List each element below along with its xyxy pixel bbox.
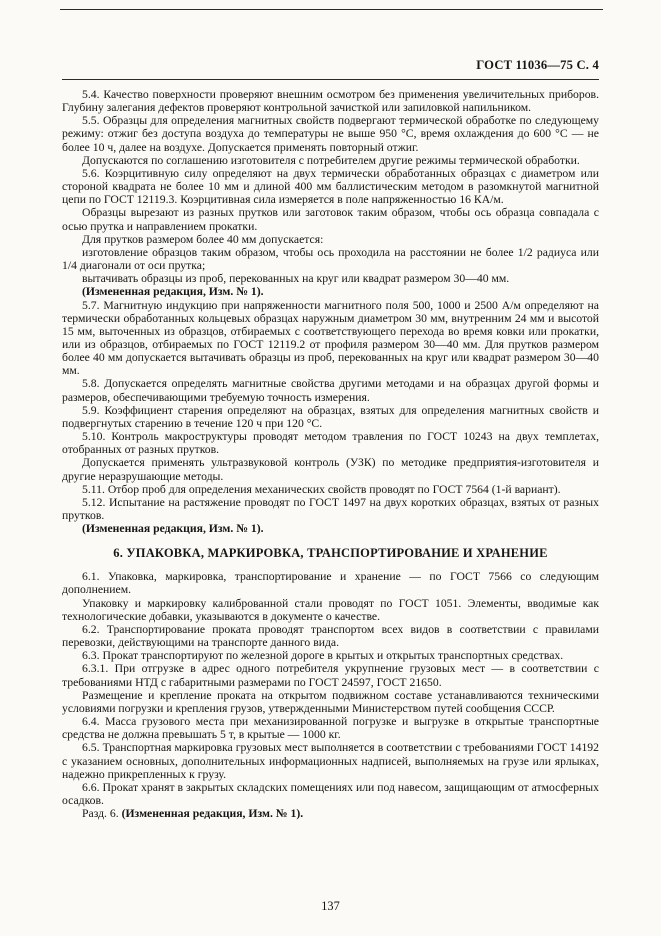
- text-run: 6.1. Упаковка, маркировка, транспортирование и хранение — по ГОСТ 7566 со следующим дополнением.: [62, 570, 599, 597]
- text-run: 5.10. Контроль макроструктуры проводят методом травления по ГОСТ 10243 на двух темплетах, отобранных от разных прутков.: [62, 430, 599, 457]
- page-number: 137: [321, 899, 340, 913]
- text-run: 6. УПАКОВКА, МАРКИРОВКА, ТРАНСПОРТИРОВАНИЕ И ХРАНЕНИЕ: [113, 546, 548, 561]
- text-run: 5.12. Испытание на растяжение проводят по ГОСТ 1497 на двух коротких образцах, взятых от разных прутков.: [62, 495, 599, 522]
- text-run: (Измененная редакция, Изм. № 1).: [82, 522, 264, 536]
- paragraph: [62, 483, 599, 496]
- paragraph: [62, 272, 599, 285]
- document-header: ГОСТ 11036—75 С. 4: [476, 58, 599, 72]
- paragraph: [62, 649, 599, 662]
- text-run: (Измененная редакция, Изм. № 1).: [82, 285, 264, 299]
- top-rule: [60, 9, 603, 10]
- paragraph: [62, 781, 599, 807]
- text-run: 6.6. Прокат хранят в закрытых складских помещениях или под навесом, защищающим от атмосферных осадков.: [62, 780, 599, 807]
- paragraph: [62, 206, 599, 232]
- paragraph: [62, 623, 599, 649]
- paragraph: [62, 377, 599, 403]
- header-rule: [62, 79, 599, 80]
- text-run: 6.4. Масса грузового места при механизированной погрузке и выгрузке в открытые транспортные средства не должна превышать 5 т, в крытые — 1000 кг.: [62, 715, 599, 742]
- paragraph: [62, 689, 599, 715]
- text-run: 6.5. Транспортная маркировка грузовых мест выполняется в соответствии с требованиями ГОСТ 14192 с указанием основных, дополнительных информационных надписей, выполняемых на грузе или ярлыках, надежно прикрепленных к грузу.: [62, 741, 599, 781]
- text-run: 5.8. Допускается определять магнитные свойства другими методами и на образцах другой формы и размеров, обеспечивающими требуемую точность измерения.: [62, 377, 599, 404]
- paragraph: [62, 285, 599, 298]
- text-run: 5.5. Образцы для определения магнитных свойств подвергают термической обработке по следующему режиму: отжиг без доступа воздуха до температуры не выше 950 °С, время охлаждения до 600 °С — не более 10 ч, далее на воздухе. Допускается применять повторный отжиг.: [62, 114, 599, 154]
- paragraph: [62, 299, 599, 378]
- text-run: Упаковку и маркировку калиброванной стали проводят по ГОСТ 1051. Элементы, вводимые как технологические добавки, указываются в документе о качестве.: [62, 596, 599, 623]
- text-run: (Измененная редакция, Изм. № 1).: [121, 807, 304, 821]
- paragraph: [62, 456, 599, 482]
- text-run: 6.3. Прокат транспортируют по железной дороге в крытых и открытых транспортных средствах.: [82, 649, 564, 663]
- text-run: Размещение и крепление проката на открытом подвижном составе устанавливаются техническими условиями погрузки и крепления грузов, утвержденными Министерством путей сообщения СССР.: [62, 688, 599, 715]
- paragraph: [62, 154, 599, 167]
- text-run: 6.2. Транспортирование проката проводят транспортом всех видов в соответствии с правилами перевозки, действующими на транспорте данного вида.: [62, 622, 599, 650]
- paragraph: [62, 114, 599, 153]
- text-run: Разд. 6.: [82, 807, 122, 821]
- text-run: 5.6. Коэрцитивную силу определяют на двух термически обработанных образцах с диаметром или стороной квадрата не более 10 мм и длиной 400 мм баллистическим методом в разомкнутой магнитной цепи по ГОСТ 12119.3. Коэрцитивная сила измеряется в поле напряженностью 16 КА/м.: [62, 166, 599, 207]
- paragraph: [62, 522, 599, 535]
- paragraph: [62, 570, 599, 596]
- text-run: 5.9. Коэффициент старения определяют на образцах, взятых для определения магнитных свойств и подвергнутых старению в течение 120 ч при 120 °С.: [62, 403, 599, 430]
- text-run: Для прутков размером более 40 мм допускается:: [82, 232, 324, 246]
- paragraph: [62, 715, 599, 741]
- section-heading: [62, 546, 599, 561]
- text-run: изготовление образцов таким образом, чтобы ось проходила на расстоянии не более 1/2 радиуса или 1/4 диагонали от оси прутка;: [62, 245, 599, 273]
- text-run: Допускаются по соглашению изготовителя с потребителем другие режимы термической обработки.: [82, 153, 580, 167]
- paragraph: [62, 496, 599, 522]
- paragraph: [62, 167, 599, 206]
- paragraph: [62, 88, 599, 114]
- text-run: Образцы вырезают из разных прутков или заготовок таким образом, чтобы ось образца совпадала с осью прутка и направлением прокатки.: [62, 206, 599, 233]
- paragraph: [62, 662, 599, 688]
- text-run: Допускается применять ультразвуковой контроль (УЗК) по методике предприятия-изготовителя и другие неразрушающие методы.: [62, 456, 599, 483]
- text-run: вытачивать образцы из проб, перекованных на круг или квадрат размером 30—40 мм.: [82, 272, 510, 286]
- paragraph: [62, 404, 599, 430]
- paragraph: [62, 597, 599, 623]
- paragraph: [62, 233, 599, 246]
- paragraph: [62, 430, 599, 456]
- text-run: 5.11. Отбор проб для определения механических свойств проводят по ГОСТ 7564 (1-й вариант).: [82, 482, 561, 496]
- text-run: 5.7. Магнитную индукцию при напряженности магнитного поля 500, 1000 и 2500 А/м определяют на термически обработанных кольцевых образцах наружным диаметром 30 мм, внутренним 24 мм и высотой 15 мм, выточенных из образцов, отбираемых с соответствующего перехода во время ковки или прокатки, или из образцов, отбираемых по ГОСТ 12119.2 от профиля размером 30—40 мм. Для прутков размером более 40 мм допускается вытачивать образцы из проб, перекованных на круг или квадрат размером 30—40 мм.: [62, 298, 599, 378]
- paragraph: [62, 807, 599, 820]
- text-run: 5.4. Качество поверхности проверяют внешним осмотром без применения увеличительных приборов. Глубину залегания дефектов проверяют контрольной зачисткой или запиловкой напильником.: [62, 88, 599, 115]
- text-run: 6.3.1. При отгрузке в адрес одного потребителя укрупнение грузовых мест — в соответствии с требованиями НТД с габаритными размерами по ГОСТ 24597, ГОСТ 21650.: [62, 662, 599, 689]
- paragraph: [62, 741, 599, 780]
- document-content: [62, 88, 599, 820]
- paragraph: [62, 246, 599, 272]
